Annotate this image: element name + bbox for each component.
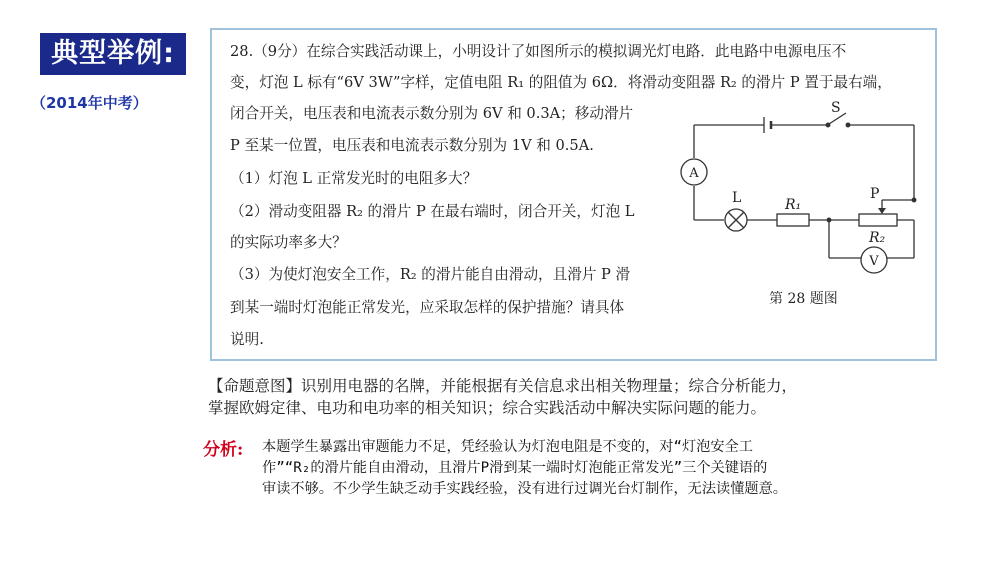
- problem-line: 的实际功率多大？: [230, 234, 347, 251]
- switch-label: S: [831, 100, 841, 116]
- voltmeter-label: V: [869, 254, 879, 269]
- problem-line: （3）为使灯泡安全工作，R₂ 的滑片能自由滑动，且滑片 P 滑: [230, 266, 631, 283]
- analysis-text: [262, 437, 787, 500]
- problem-line: 说明.: [230, 331, 264, 348]
- slider-label: P: [870, 186, 880, 202]
- figure-caption: 第 28 题图: [769, 291, 838, 307]
- problem-line: （2）滑动变阻器 R₂ 的滑片 P 在最右端时，闭合开关，灯泡 L: [230, 203, 635, 220]
- problem-line: 闭合开关，电压表和电流表示数分别为 6V 和 0.3A；移动滑片: [230, 105, 634, 122]
- problem-line: P 至某一位置，电压表和电流表示数分别为 1V 和 0.5A.: [230, 137, 594, 154]
- analysis-line: 审读不够。不少学生缺乏动手实践经验，没有进行过调光台灯制作，无法读懂题意。: [262, 481, 787, 497]
- problem-line: 到某一端时灯泡能正常发光，应采取怎样的保护措施？请具体: [230, 299, 625, 316]
- design-intent: [208, 375, 797, 419]
- lamp-label: L: [732, 190, 742, 206]
- problem-line: 变，灯泡 L 标有“6V 3W”字样，定值电阻 R₁ 的阻值为 6Ω．将滑动变阻器 R₂ 的滑片 P 置于最右端，: [230, 74, 892, 91]
- source-label: （2014年中考）: [31, 94, 148, 112]
- r1-label: R₁: [785, 197, 802, 213]
- circuit-diagram: [664, 100, 932, 310]
- ammeter-label: A: [689, 166, 699, 181]
- analysis-line: 作”“R₂的滑片能自由滑动，且滑片P滑到某一端时灯泡能正常发光”三个关键语的: [262, 460, 768, 476]
- intent-line: 掌握欧姆定律、电功和电功率的相关知识；综合实践活动中解决实际问题的能力。: [208, 399, 767, 417]
- problem-line: 28.（9分）在综合实践活动课上，小明设计了如图所示的模拟调光灯电路．此电路中电源电压不: [230, 43, 847, 60]
- problem-line: （1）灯泡 L 正常发光时的电阻多大？: [230, 170, 478, 187]
- analysis-line: 本题学生暴露出审题能力不足，凭经验认为灯泡电阻是不变的，对“灯泡安全工: [262, 439, 753, 455]
- intent-line: 【命题意图】识别用电器的名牌，并能根据有关信息求出相关物理量；综合分析能力，: [208, 377, 798, 395]
- analysis-label: 分析:: [203, 440, 244, 460]
- r2-label: R₂: [869, 230, 886, 246]
- section-title: 典型举例:: [40, 33, 186, 75]
